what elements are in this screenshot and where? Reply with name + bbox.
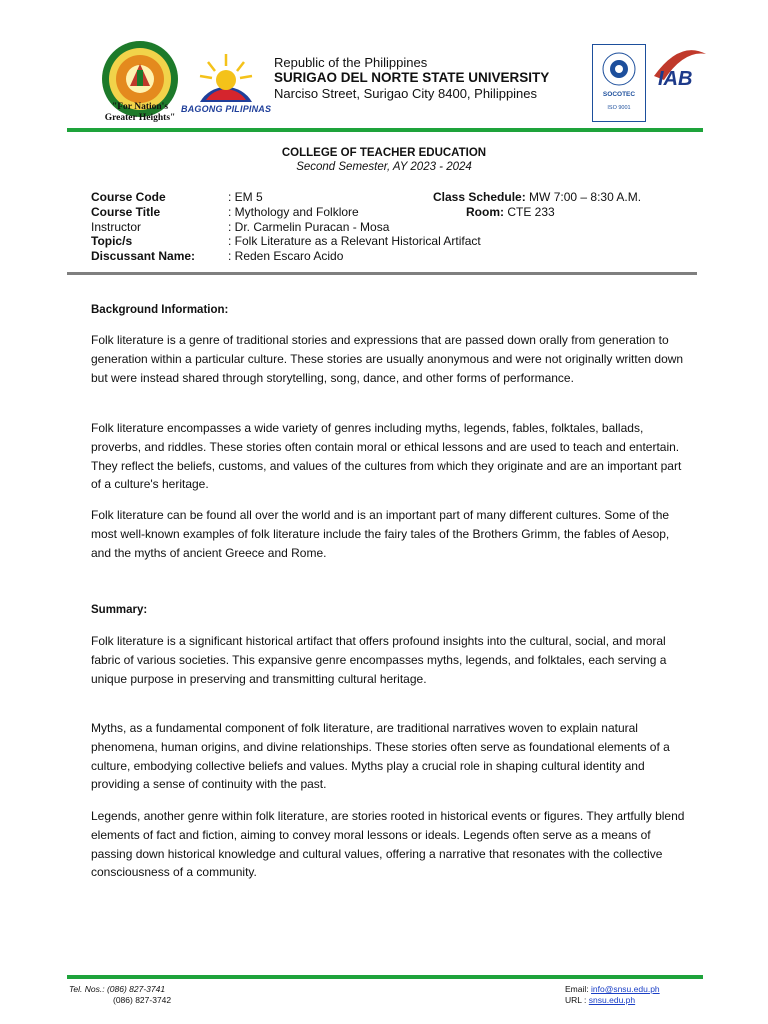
socotec-certification-logo (592, 44, 646, 122)
iab-accreditation-logo (650, 46, 708, 122)
topic-row (91, 234, 691, 249)
summary-paragraph-2: Myths, as a fundamental component of folk literature, are traditional narratives woven to explain natural phenomena, human origins, and divine relationships. These stories often serve as foundational elements of a culture, embodying collective beliefs and values. Myths play a crucial role in shaping cultural identity and providing a sense of continuity with the past. (91, 721, 670, 792)
email-line (565, 984, 660, 995)
footer-divider (67, 975, 703, 979)
room (466, 205, 555, 220)
info-divider (67, 272, 697, 275)
summary-paragraph-3: Legends, another genre within folk literature, are stories rooted in historical events or figures. They artfully blend elements of fact and fiction, aiming to convey moral lessons or ideals. Legends often serve as a means of passing down historical knowledge and cultural values, offering a narrative that resonates with the collective consciousness of a community. (91, 809, 685, 880)
university-name: SURIGAO DEL NORTE STATE UNIVERSITY (274, 70, 550, 85)
room-value: CTE 233 (507, 204, 555, 219)
telephone-line-2: (086) 827-3742 (113, 994, 172, 1005)
background-paragraph-1: Folk literature is a genre of traditional stories and expressions that are passed down orally from generation to generation within a particular culture. These stories are usually anonymous and were not originally written down but were instead shared through storytelling, song, dance, and other forms of performance. (91, 333, 684, 385)
background-paragraph-3: Folk literature can be found all over the world and is an important part of many different cultures. Some of the most well-known examples of folk literature include the fairy tales of the Brothers Grimm, the fables of Aesop, and the myths of ancient Greece and Rome. (91, 508, 670, 560)
university-address: Narciso Street, Surigao City 8400, Philippines (274, 86, 538, 101)
bagong-pilipinas-text: BAGONG PILIPINAS (181, 104, 272, 114)
republic-line: Republic of the Philippines (274, 55, 428, 70)
socotec-badge-icon (593, 45, 645, 97)
email-label: Email: (565, 984, 589, 994)
semester-line: Second Semester, AY 2023 - 2024 (296, 161, 472, 173)
url-label: URL : (565, 994, 587, 1005)
letterhead (0, 0, 768, 140)
course-title-value: : Mythology and Folklore (228, 204, 359, 219)
url-link[interactable]: snsu.edu.ph (588, 994, 636, 1005)
email-link[interactable]: info@snsu.edu.ph (591, 984, 660, 994)
university-address-block (274, 55, 549, 102)
course-code-value: : EM 5 (228, 190, 263, 204)
class-schedule-value: MW 7:00 – 8:30 A.M. (529, 190, 642, 204)
class-schedule-label: Class Schedule: (433, 190, 526, 204)
room-label: Room: (466, 204, 504, 219)
instructor-row (91, 220, 691, 235)
course-code-label: Course Code (91, 190, 166, 204)
header-divider (67, 128, 703, 132)
discussant-label: Discussant Name: (91, 249, 196, 264)
socotec-label: SOCOTEC (602, 91, 636, 98)
topic-label: Topic/s (91, 234, 133, 249)
instructor-value: : Dr. Carmelin Puracan - Mosa (228, 219, 390, 234)
summary-paragraph-1: Folk literature is a significant historical artifact that offers profound insights into the cultural, social, and moral fabric of various societies. This expansive genre encompasses myths, legends, and folktales, each serving a unique purpose in preserving and transmitting cultural heritage. (91, 634, 667, 686)
discussant-row (91, 249, 691, 264)
topic-value: : Folk Literature as a Relevant Historical Artifact (228, 234, 481, 249)
footer-contact-online (565, 984, 660, 1005)
background-paragraph-2: Folk literature encompasses a wide variety of genres including myths, legends, fables, folktales, ballads, proverbs, and riddles. These stories often contain moral or ethical lessons and are used to teach and entertain. They reflect the beliefs, customs, and values of the cultures from which they originate and are an important part of a culture's heritage. (91, 421, 682, 492)
course-title-row (91, 205, 691, 220)
instructor-label: Instructor (91, 219, 142, 234)
background-heading: Background Information: (91, 304, 229, 316)
course-title-label: Course Title (91, 204, 161, 219)
url-line (565, 995, 660, 1006)
iab-label: IAB (658, 68, 693, 90)
socotec-iso: ISO 9001 (607, 105, 631, 111)
class-schedule (433, 190, 641, 205)
footer-contact-phones (69, 984, 171, 1005)
college-heading (0, 146, 768, 174)
college-name: COLLEGE OF TEACHER EDUCATION (281, 147, 487, 159)
seal-motto: "For Nation's Greater Heights" (104, 102, 176, 123)
discussant-value: : Reden Escaro Acido (228, 249, 344, 264)
telephone-line-1: Tel. Nos.: (086) 827-3741 (69, 984, 166, 994)
summary-heading: Summary: (91, 604, 148, 616)
